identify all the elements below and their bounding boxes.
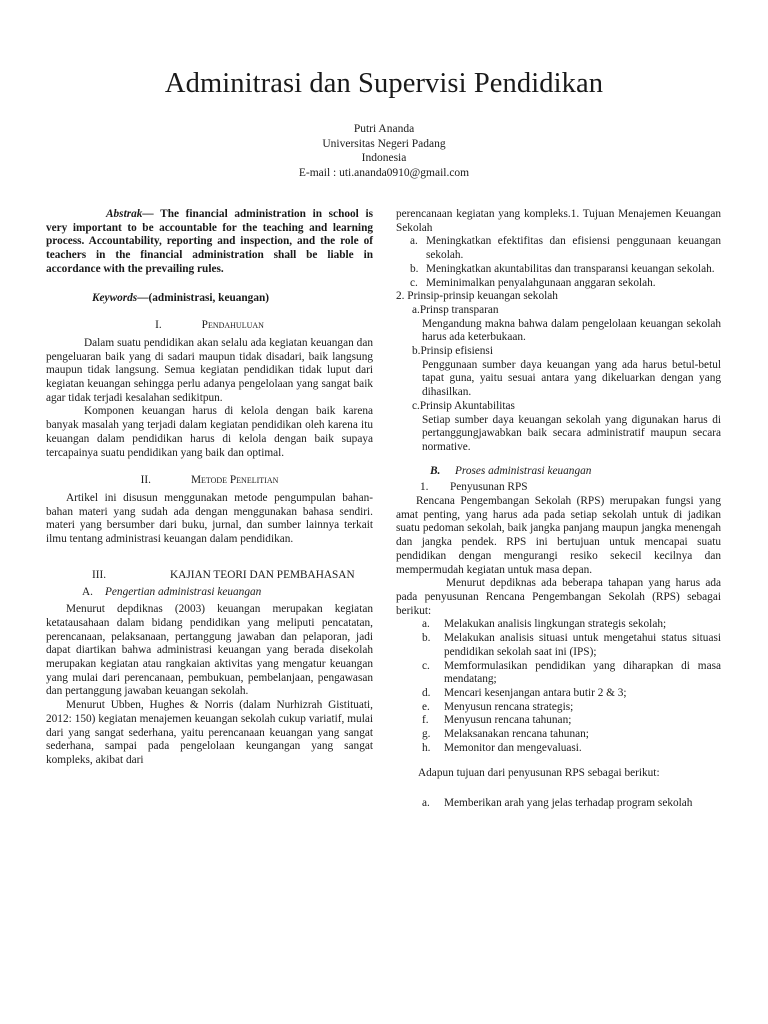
- prinsip-subheading: a.Prinsp transparan: [412, 303, 499, 316]
- list-text: Memonitor dan mengevaluasi.: [444, 741, 582, 754]
- tahapan-item: [396, 714, 721, 728]
- list-marker: e.: [422, 700, 430, 713]
- paragraph: Menurut depdiknas (2003) keuangan merupakan kegiatan ketatausahaan dalam bidang pendidikan yang meliputi pencatatan, perencanaan, pelaksanaan, pertanggung jawaban dan pelaporan, jadi dapat diartikan bahwa administrasi keuangan yang berada disekolah merupakan kegiatan atau rangkaian aktivitas yang mengatur keuangan yang mulai dari perencanaan, pembukuan, pembelanjaan, pengawasan dan pertanggung jawaban keuangan sekolah.: [46, 603, 373, 698]
- list-text: Melakukan analisis situasi untuk mengetahui status situasi pendidikan sekolah saat ini (IPS);: [444, 632, 721, 658]
- list-text: Meningkatkan efektifitas dan efisiensi penggunaan keuangan sekolah.: [426, 235, 721, 262]
- subsection-heading-a: [46, 586, 373, 600]
- rps-heading: [396, 481, 721, 495]
- tujuan-rps-item: [396, 797, 721, 811]
- tahapan-item: [396, 742, 721, 756]
- subsection-letter: A.: [82, 586, 93, 599]
- tahapan-item: [396, 728, 721, 742]
- list-marker: h.: [422, 741, 431, 754]
- list-marker: d.: [422, 686, 431, 699]
- paragraph-continued: perencanaan kegiatan yang kompleks.1. Tujuan Menajemen Keuangan Sekolah: [396, 208, 721, 234]
- paper-title: Adminitrasi dan Supervisi Pendidikan: [164, 68, 604, 99]
- tahapan-item: [396, 660, 721, 687]
- right-column: [396, 208, 721, 811]
- tujuan-rps-list: [396, 797, 721, 811]
- list-text: Meningkatkan akuntabilitas dan transparansi keuangan sekolah.: [426, 262, 715, 275]
- list-marker: 1.: [420, 481, 429, 494]
- tahapan-item: [396, 618, 721, 632]
- subsection-title: Pengertian administrasi keuangan: [105, 586, 262, 599]
- section-heading-2: [46, 474, 373, 488]
- author-email: E-mail : uti.ananda0910@gmail.com: [298, 166, 470, 179]
- list-text: Meminimalkan penyalahgunaan anggaran sekolah.: [426, 276, 656, 289]
- prinsip-text: Setiap sumber daya keuangan sekolah yang digunakan harus di pertanggungjawabkan baik secara administratif maupun secara normative.: [422, 413, 721, 453]
- list-marker: b.: [422, 632, 431, 645]
- prinsip-text: Penggunaan sumber daya keuangan yang ada harus betul-betul tapat guna, yaitu sesuai antara yang dikeluarkan dengan yang dihasilkan.: [422, 358, 721, 399]
- subsection-title: Proses administrasi keuangan: [455, 464, 592, 477]
- subsection-letter: B.: [430, 464, 441, 477]
- section-title: KAJIAN TEORI DAN PEMBAHASAN: [170, 568, 355, 581]
- paragraph: Menurut depdiknas ada beberapa tahapan yang harus ada pada penyusunan Rencana Pengembangan Sekolah (RPS) sebagai berikut:: [396, 577, 721, 617]
- section-title: Pendahuluan: [201, 319, 264, 332]
- paragraph: Dalam suatu pendidikan akan selalu ada kegiatan keuangan dan pengeluaran baik yang di sadari maupun tidak disadari, baik langsung maupun tidak langsung. Semua kegiatan pendidikan tidak luput dari kegiatan keuangan sehingga perlu adanya pengelolaan yang sangat baik agar tidak terjadi kesalahan sedikitpun.: [46, 336, 373, 404]
- author-country: Indonesia: [361, 152, 407, 164]
- section-heading-1: [46, 319, 373, 333]
- abstract-text: The financial administration in school is very important to be accountable for the teaching and learning process. Accountability, reporting and inspection, and the role of teachers in the financial administration shall be liable in accordance with the prevailing rules.: [46, 208, 373, 275]
- keywords-text: —(administrasi, keuangan): [137, 291, 270, 304]
- author-affiliation: Universitas Negeri Padang: [322, 137, 446, 150]
- abstract: [46, 208, 373, 277]
- paragraph: Komponen keuangan harus di kelola dengan baik karena banyak masalah yang terjadi dalam kegiatan pendidikan oleh karena itu keuangan dalam pendidikan harus di kelola dengan baik supaya tercapainya suatu pendidikan yang baik dan optimal.: [46, 405, 373, 459]
- paragraph: Menurut Ubben, Hughes & Norris (dalam Nurhizrah Gistituati, 2012: 150) kegiatan menajemen keuangan sekolah cukup variatif, mulai dari yang sangat sederhana, yaitu perencanaan keuangan yang sangat sederhana, sampai pada pengelolaan keungangan yang sangat kompleks, akibat dari: [46, 699, 373, 766]
- list-marker: a.: [422, 618, 430, 631]
- list-text: Memberikan arah yang jelas terhadap program sekolah: [444, 797, 693, 810]
- list-marker: g.: [422, 728, 431, 741]
- list-marker: b.: [410, 262, 419, 275]
- paragraph: Rencana Pengembangan Sekolah (RPS) merupakan fungsi yang amat penting, yang harus ada pada setiap sekolah untuk di jadikan suatu pedoman sekolah, baik jangka panjang maupun jangka menengah dan jangka pendek. RPS ini bertujuan untuk mencapai suatu pendidikan dengan mengurangi resiko sekecil kecilnya dan mempermudah kegiatan untuk masa depan.: [396, 495, 721, 576]
- prinsip-subheading: b.Prinsip efisiensi: [412, 345, 493, 358]
- prinsip-heading: 2. Prinsip-prinsip keuangan sekolah: [396, 290, 558, 303]
- prinsip-subheading: c.Prinsip Akuntabilitas: [412, 399, 515, 412]
- author-block: [0, 122, 768, 180]
- list-text: Melakukan analisis lingkungan strategis sekolah;: [444, 618, 667, 631]
- section-heading-3: [46, 569, 373, 583]
- list-marker: c.: [422, 659, 430, 672]
- list-text: Mencari kesenjangan antara butir 2 & 3;: [444, 686, 627, 699]
- list-text: Penyusunan RPS: [450, 481, 528, 494]
- tahapan-list: [396, 618, 721, 755]
- list-text: Menyusun rencana tahunan;: [444, 714, 572, 727]
- tujuan-list: [396, 235, 721, 290]
- tujuan-item: [396, 277, 721, 291]
- section-number: III.: [92, 568, 107, 581]
- list-marker: f.: [422, 714, 429, 727]
- paragraph: Adapun tujuan dari penyusunan RPS sebagai berikut:: [418, 767, 660, 780]
- list-text: Menyusun rencana strategis;: [444, 700, 574, 713]
- section-number: II.: [140, 474, 151, 487]
- list-marker: a.: [422, 797, 430, 810]
- section-title: Metode Penelitian: [190, 474, 279, 487]
- abstract-label: Abstrak—: [106, 208, 154, 220]
- paragraph: Artikel ini disusun menggunakan metode pengumpulan bahan-bahan materi yang sudah ada dengan menggunakan bahasa sendiri. materi yang bersumber dari buku, jurnal, dan sumber lainnya terkait ilmu tentang administrasi keuangan dalam pendidikan.: [46, 491, 373, 546]
- author-name: Putri Ananda: [353, 123, 415, 135]
- keywords-label: Keywords: [92, 291, 138, 304]
- tujuan-item: [396, 235, 721, 262]
- tahapan-item: [396, 632, 721, 659]
- subsection-heading-b: [396, 465, 721, 479]
- keywords: [46, 292, 373, 306]
- list-text: Melaksanakan rencana tahunan;: [444, 728, 589, 741]
- left-column: [46, 208, 373, 768]
- list-text: Memformulasikan pendidikan yang diharapkan di masa mendatang;: [444, 659, 721, 686]
- list-marker: a.: [410, 235, 418, 248]
- tujuan-item: [396, 263, 721, 277]
- prinsip-list: [396, 304, 721, 455]
- prinsip-text: Mengandung makna bahwa dalam pengelolaan keuangan sekolah harus ada keterbukaan.: [422, 317, 721, 344]
- tahapan-item: [396, 687, 721, 701]
- tahapan-item: [396, 701, 721, 715]
- section-number: I.: [155, 319, 162, 332]
- list-marker: c.: [410, 276, 418, 289]
